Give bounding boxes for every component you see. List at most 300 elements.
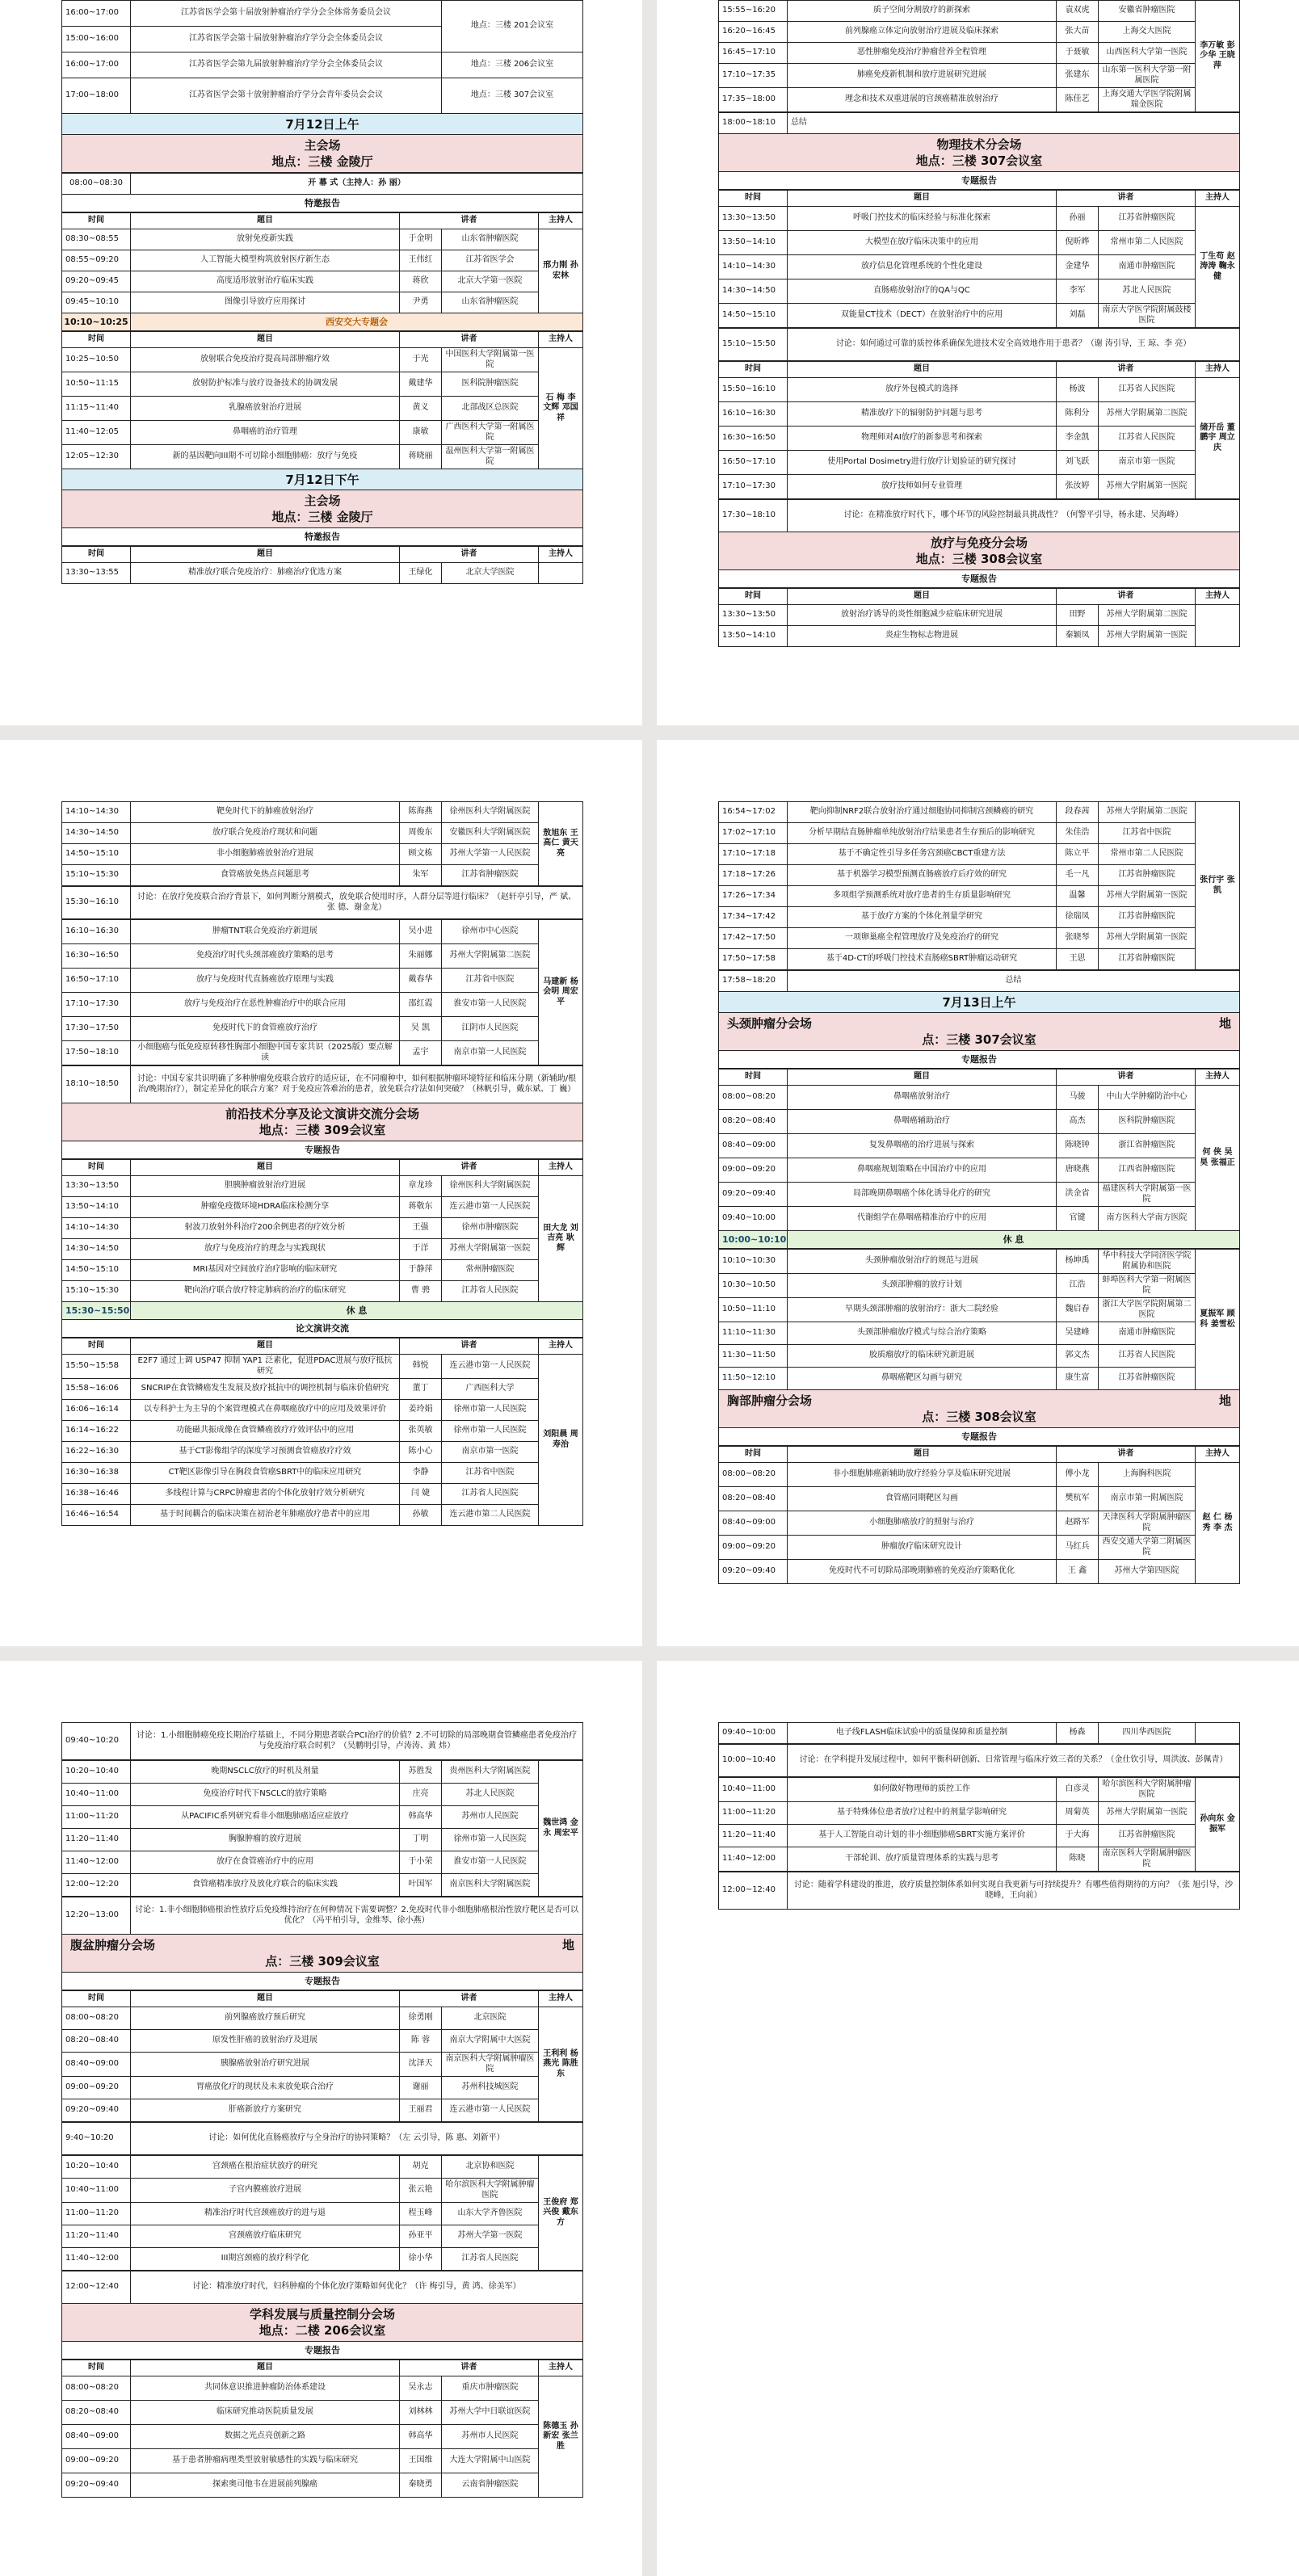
talk-time: 09:20~09:45 [62,271,131,292]
table-row [62,2179,583,2203]
talk-speaker: 唐晓燕 [1057,1158,1099,1183]
talk-speaker: 吴建峰 [1057,1322,1099,1345]
table-row [62,823,583,844]
header-speaker: 讲者 [400,2360,539,2376]
talk-unit: 苏州大学附属第一医院 [1099,1802,1196,1825]
talk-time: 15:10~15:30 [62,1281,131,1302]
talk-title: 前列腺癌放疗预后研究 [131,2007,400,2030]
talk-title: 精准放疗联合免疫治疗：肺癌治疗优选方案 [131,563,400,584]
talk-title: 免疫时代不可切除局部晚期肺癌的免疫治疗策略优化 [788,1560,1057,1584]
venue-header: 胸部肿瘤分会场 地 点：三楼 308会议室 [718,1390,1240,1428]
talk-title: 功能磁共振成像在食管鳞癌放疗疗效评估中的应用 [131,1421,400,1442]
table-row [62,372,583,397]
talk-title: 子宫内膜癌放疗进展 [131,2179,400,2203]
header-time: 时间 [719,1069,788,1086]
talk-time: 16:14~16:22 [62,1421,131,1442]
talk-speaker: 叶国军 [400,1874,442,1897]
header-host: 主持人 [539,332,583,348]
table-row [719,207,1240,231]
talk-speaker: 周俊东 [400,823,442,844]
meeting-venue: 地点：三楼 307会议室 [442,78,583,114]
table-row [62,2099,583,2122]
header-speaker: 讲者 [400,332,539,348]
talk-unit: 淮安市第一人民医院 [442,1851,539,1874]
talk-title: 放疗与免疫治疗的理念与实践现状 [131,1239,400,1260]
talk-speaker: 樊杭军 [1057,1487,1099,1511]
header-time: 时间 [62,332,131,348]
talk-unit: 广西医科大学第一附属医院 [442,421,539,445]
talk-time: 13:30~13:50 [62,1176,131,1197]
venue-header: 主会场 地点：三楼 金陵厅 [61,490,583,528]
talk-time: 08:00~08:20 [62,2007,131,2030]
talk-unit: 江苏省肿瘤医院 [1099,865,1196,886]
talk-unit: 南京市第一医院 [442,1442,539,1463]
talk-unit: 山东大学齐鲁医院 [442,2203,539,2225]
talk-unit: 哈尔滨医科大学附属肿瘤医院 [442,2179,539,2203]
talk-title: 肿瘤TNT联合免疫治疗新进展 [131,920,400,944]
host-cell: 陈德玉 孙新宏 张兰胜 [539,2376,583,2498]
talk-title: 新的基因靶向III期不可切除小细胞肺癌：放疗与免疫 [131,445,400,469]
talk-speaker: 魏启春 [1057,1298,1099,1322]
talk-title: 电子线FLASH临床试验中的质量保障和质量控制 [788,1723,1057,1744]
talk-time: 09:00~09:20 [62,2449,131,2473]
talk-speaker: 蒋敬东 [400,1197,442,1218]
talk-time: 15:10~15:30 [62,865,131,886]
discussion-row: 12:00~12:40 讨论：随着学科建设的推进，放疗质量控制体系如何实现自我更新与可持续提升？有哪些值得期待的方向？（张 旭引导，沙晓峰，王向前） [718,1872,1240,1910]
talk-speaker: 于大海 [1057,1825,1099,1847]
talk-title: 多线程计算与CRPC肿瘤患者的个体化放射疗效分析研究 [131,1484,400,1505]
talk-speaker: 秦颖凤 [1057,626,1099,647]
talk-speaker: 徐瑞凤 [1057,907,1099,928]
talk-time: 17:10~17:35 [719,64,788,88]
table-row [719,1536,1240,1560]
table-header [62,1338,583,1355]
table-row [62,969,583,993]
table-row [62,1829,583,1851]
page-4 [657,740,1299,1646]
talk-speaker: 杨波 [1057,378,1099,402]
talk-unit: 南京市第一附属医院 [1099,1487,1196,1511]
table-row [62,2203,583,2225]
talk-title: 放射联合免疫治疗提高局部肿瘤疗效 [131,348,400,372]
table-header [719,1447,1240,1463]
talk-title: 放疗联合免疫治疗现状和问题 [131,823,400,844]
talk-unit: 徐州市第一人民医院 [442,1421,539,1442]
table-row [719,475,1240,499]
talk-title: 食管癌同期靶区勾画 [788,1487,1057,1511]
talk-table [718,1777,1240,1872]
talk-time: 09:00~09:20 [62,2077,131,2099]
talk-title: 放疗在食管癌治疗中的应用 [131,1851,400,1874]
talk-title: 基于放疗方案的个体化剂量学研究 [788,907,1057,928]
talk-table [718,801,1240,970]
table-row [719,43,1240,64]
host-cell: 丁生苟 赵涛涛 鞠永健 [1196,207,1240,328]
host-cell: 夏振军 顾 科 姜雪松 [1196,1250,1240,1390]
header-host: 主持人 [539,1991,583,2007]
talk-table [718,1069,1240,1231]
talk-title: 头颈肿瘤放射治疗的规范与进展 [788,1250,1057,1274]
talk-time: 15:50~16:10 [719,378,788,402]
table-row [62,865,583,886]
header-host: 主持人 [1196,1069,1240,1086]
table-row [719,1802,1240,1825]
talk-title: 前列腺癌立体定向放射治疗进展及临床探索 [788,22,1057,43]
table-row [62,1463,583,1484]
talk-time: 08:20~08:40 [719,1487,788,1511]
talk-unit: 南京大学医学院附属鼓楼医院 [1099,304,1196,328]
talk-time: 17:10~17:30 [719,475,788,499]
talk-title: 乳腺癌放射治疗进展 [131,397,400,421]
talk-time: 08:00~08:20 [62,2376,131,2401]
talk-unit: 南京医科大学附属肿瘤医院 [1099,1847,1196,1872]
talk-title: 靶向抑制NRF2联合放射治疗通过细胞协同抑制宫颈鳞癌的研究 [788,802,1057,823]
table-row [719,1511,1240,1536]
talk-speaker: 孟宇 [400,1041,442,1065]
table-row [719,1110,1240,1134]
talk-time: 16:30~16:50 [719,427,788,451]
talk-speaker: 曹 骋 [400,1281,442,1302]
summary-row: 18:00~18:10 总结 [718,112,1240,134]
talk-title: 放疗技师如何专业管理 [788,475,1057,499]
talk-unit: 苏州大学附属第一医院 [1099,475,1196,499]
header-speaker: 讲者 [400,1338,539,1355]
talk-unit: 苏州大学附属第一医院 [1099,886,1196,907]
header-title: 题目 [788,1069,1057,1086]
talk-title: 基于特殊体位患者放疗过程中的剂量学影响研究 [788,1802,1057,1825]
talk-unit: 江苏省中医院 [1099,823,1196,844]
venue-header: 头颈肿瘤分会场 地 点：三楼 307会议室 [718,1013,1240,1051]
talk-unit: 北京医院 [442,2007,539,2030]
talk-time: 16:38~16:46 [62,1484,131,1505]
header-speaker: 讲者 [1057,589,1196,605]
talk-time: 09:20~09:40 [62,2473,131,2498]
talk-title: 精准治疗时代宫颈癌放疗的进与退 [131,2203,400,2225]
talk-unit: 温州医科大学第一附属医院 [442,445,539,469]
talk-time: 16:45~17:10 [719,43,788,64]
talk-unit: 江苏省人民医院 [1099,378,1196,402]
table-row [62,2376,583,2401]
talk-unit: 南通市肿瘤医院 [1099,1322,1196,1345]
talk-speaker: 陈佳艺 [1057,88,1099,112]
talk-time: 09:20~09:40 [719,1183,788,1207]
talk-table [61,331,583,469]
talk-unit: 四川华西医院 [1099,1723,1196,1744]
section-special: 专题报告 [61,1141,583,1159]
talk-title: 肺癌免疫新机制和放疗进展研究进展 [788,64,1057,88]
page-1 [0,0,642,725]
host-cell: 赵 仁 杨 秀 李 杰 [1196,1463,1240,1584]
talk-time: 17:02~17:10 [719,823,788,844]
talk-time: 11:00~11:20 [719,1802,788,1825]
table-row [719,907,1240,928]
talk-unit: 医科院肿瘤医院 [442,372,539,397]
talk-speaker: 陈小心 [400,1442,442,1463]
venue-header: 前沿技术分享及论文演讲交流分会场 地点：三楼 309会议室 [61,1103,583,1141]
talk-unit: 徐州市肿瘤医院 [442,1218,539,1239]
talk-speaker: 于静萍 [400,1260,442,1281]
header-speaker: 讲者 [1057,191,1196,207]
header-host: 主持人 [1196,191,1240,207]
talk-title: 放射免疫新实践 [131,229,400,250]
header-speaker: 讲者 [400,1991,539,2007]
header-time: 时间 [62,547,131,563]
talk-unit: 北部战区总医院 [442,397,539,421]
talk-title: 肿瘤免疫微环境HDRA临床检测分享 [131,1197,400,1218]
talk-speaker: 黄义 [400,397,442,421]
talk-speaker: 徐小华 [400,2248,442,2271]
talk-title: 炎症生物标志物进展 [788,626,1057,647]
talk-title: 胰腺癌放射治疗研究进展 [131,2053,400,2077]
talk-title: 如何做好物理师的质控工作 [788,1778,1057,1802]
talk-speaker: 马红兵 [1057,1536,1099,1560]
talk-time: 16:10~16:30 [62,920,131,944]
meeting-venue: 地点：三楼 201会议室 [442,1,583,53]
table-row [719,1183,1240,1207]
venue-header: 放疗与免疫分会场 地点：三楼 308会议室 [718,532,1240,570]
table-row [62,2077,583,2099]
talk-unit: 西安交通大学第二附属医院 [1099,1536,1196,1560]
talk-time: 17:34~17:42 [719,907,788,928]
table-row [62,2401,583,2425]
opening-row: 08:00~08:30 开 幕 式（主持人：孙 丽） [61,173,583,195]
table-row [62,844,583,865]
page-5 [0,1661,642,2576]
talk-unit: 山东省肿瘤医院 [442,292,539,313]
table-row [719,1207,1240,1231]
talk-table [61,1760,583,1897]
table-row [719,378,1240,402]
table-row [719,231,1240,255]
talk-time: 11:20~11:40 [62,1829,131,1851]
meeting-time: 16:00~17:00 [62,1,131,27]
talk-speaker: 杨坤禹 [1057,1250,1099,1274]
section-special: 专题报告 [61,1973,583,1990]
talk-unit: 南京医科大学附属医院 [442,1874,539,1897]
talk-speaker: 徐勇刚 [400,2007,442,2030]
talk-speaker: 陈海燕 [400,802,442,823]
table-row [62,1260,583,1281]
talk-unit: 上海胸科医院 [1099,1463,1196,1487]
host-cell [1196,1723,1240,1744]
page-3 [0,740,642,1646]
table-row [62,2030,583,2053]
talk-unit: 江苏省人民医院 [1099,1345,1196,1368]
talk-title: 肝癌新放疗方案研究 [131,2099,400,2122]
discussion-row: 15:10~15:50 讨论：如何通过可靠的质控体系确保先进技术安全高效地作用于患者？（谢 涛引导，王 琼、李 亮） [718,328,1240,361]
talk-title: 胸腺肿瘤的放疗进展 [131,1829,400,1851]
table-row [62,1400,583,1421]
talk-speaker: 袁双虎 [1057,1,1099,22]
talk-time: 12:05~12:30 [62,445,131,469]
talk-title: 代谢组学在鼻咽癌精准治疗中的应用 [788,1207,1057,1231]
talk-table [718,361,1240,499]
table-row [719,928,1240,949]
header-host: 主持人 [1196,362,1240,378]
talk-speaker: 王强 [400,1218,442,1239]
header-time: 时间 [719,589,788,605]
venue-header: 主会场 地点：三楼 金陵厅 [61,135,583,173]
talk-time: 11:20~11:40 [719,1825,788,1847]
talk-time: 09:45~10:10 [62,292,131,313]
talk-time: 10:30~10:50 [719,1274,788,1298]
header-title: 题目 [131,2360,400,2376]
table-row [719,1250,1240,1274]
table-row [719,64,1240,88]
talk-time: 10:20~10:40 [62,2156,131,2179]
table-row [719,1368,1240,1390]
table-row [62,802,583,823]
talk-unit: 苏州大学附属第二医院 [1099,402,1196,427]
talk-unit: 天津医科大学附属肿瘤医院 [1099,1511,1196,1536]
talk-speaker: 于洋 [400,1239,442,1260]
table-row [62,397,583,421]
talk-unit: 重庆市肿瘤医院 [442,2376,539,2401]
table-row [719,802,1240,823]
break-row: 10:00~10:10 休 息 [718,1231,1240,1249]
talk-time: 14:50~15:10 [719,304,788,328]
talk-unit: 江苏省肿瘤医院 [1099,1368,1196,1390]
talk-time: 13:30~13:55 [62,563,131,584]
talk-speaker: 庄亮 [400,1784,442,1806]
talk-time: 13:50~14:10 [719,626,788,647]
host-cell: 王利利 杨燕光 陈胜东 [539,2007,583,2122]
talk-speaker: 段春茜 [1057,802,1099,823]
talk-title: 基于不确定性引导多任务宫颈癌CBCT重建方法 [788,844,1057,865]
talk-unit: 苏州大学第一医院 [442,2225,539,2248]
talk-speaker: 陈晓钟 [1057,1134,1099,1158]
talk-speaker: 戴春华 [400,969,442,993]
talk-unit: 南京大学附属中大医院 [442,2030,539,2053]
table-row [719,22,1240,43]
section-special: 专题报告 [61,2342,583,2360]
talk-speaker: 温馨 [1057,886,1099,907]
meeting-title: 江苏省医学会第十届放射肿瘤治疗学分会全体委员会议 [131,27,442,53]
talk-title: 共同体意识推进肿瘤防治体系建设 [131,2376,400,2401]
talk-unit: 常州肿瘤医院 [442,1260,539,1281]
talk-title: 人工智能大模型构筑放射医疗新生态 [131,250,400,271]
talk-unit: 南方医科大学南方医院 [1099,1207,1196,1231]
talk-speaker: 田野 [1057,605,1099,626]
talk-title: 免疫治疗时代下NSCLC的放疗策略 [131,1784,400,1806]
venue-header: 物理技术分会场 地点：三楼 307会议室 [718,134,1240,172]
talk-speaker: 朱丽娜 [400,944,442,969]
section-special: 特邀报告 [61,528,583,546]
talk-unit: 连云港市第一人民医院 [442,1355,539,1379]
talk-time: 14:10~14:30 [62,802,131,823]
talk-unit: 安徽省肿瘤医院 [1099,1,1196,22]
talk-time: 16:54~17:02 [719,802,788,823]
talk-time: 16:30~16:38 [62,1463,131,1484]
talk-time: 17:50~17:58 [719,949,788,970]
talk-time: 10:10~10:30 [719,1250,788,1274]
talk-unit: 苏州大学中日联谊医院 [442,2401,539,2425]
talk-title: 鼻咽癌的治疗管理 [131,421,400,445]
talk-time: 10:40~11:00 [62,2179,131,2203]
talk-title: 基于时间耦合的临床决策在初治老年肺癌放疗患者中的应用 [131,1505,400,1526]
table-header [62,1160,583,1176]
table-row [62,348,583,372]
talk-time: 14:30~14:50 [719,279,788,304]
table-row [719,451,1240,475]
talk-speaker: 于小荣 [400,1851,442,1874]
talk-speaker: 金建华 [1057,255,1099,279]
host-cell: 马建新 杨会明 周宏平 [539,920,583,1065]
table-row [719,1778,1240,1802]
talk-unit: 山东第一医科大学第一附属医院 [1099,64,1196,88]
talk-unit: 苏州市人民医院 [442,2425,539,2449]
table-row [719,1298,1240,1322]
talk-speaker: 丁明 [400,1829,442,1851]
talk-speaker: 傅小龙 [1057,1463,1099,1487]
talk-time: 11:20~11:40 [62,2225,131,2248]
talk-title: 临床研究推动医院质量发展 [131,2401,400,2425]
talk-title: 免疫时代下的食管癌放疗治疗 [131,1017,400,1041]
talk-unit: 蚌埠医科大学第一附属医院 [1099,1274,1196,1298]
talk-title: 理念和技术双重进展的宫颈癌精准放射治疗 [788,88,1057,112]
talk-speaker: 江浩 [1057,1274,1099,1298]
summary-row: 17:58~18:20 总结 [718,970,1240,992]
talk-speaker: 姜玲娟 [400,1400,442,1421]
talk-unit: 常州市第二人民医院 [1099,231,1196,255]
talk-speaker: 于金明 [400,229,442,250]
talk-title: 高度适形放射治疗临床实践 [131,271,400,292]
talk-speaker: 于聂敏 [1057,43,1099,64]
talk-title: MRI基因对空间放疗治疗影响的临床研究 [131,1260,400,1281]
talk-title: 宫颈癌放疗临床研究 [131,2225,400,2248]
host-cell: 王俊府 郑兴俊 戴东方 [539,2156,583,2271]
talk-unit: 北京协和医院 [442,2156,539,2179]
table-row [62,563,583,584]
table-row [62,2225,583,2248]
header-title: 题目 [788,362,1057,378]
section-special: 专题报告 [718,570,1240,588]
talk-title: 精准放疗下的辐射防护问题与思考 [788,402,1057,427]
talk-title: 基于CT影像组学的深度学习预测食管癌放疗疗效 [131,1442,400,1463]
talk-unit: 中国医科大学附属第一医院 [442,348,539,372]
talk-time: 08:40~09:00 [719,1134,788,1158]
talk-title: 一项卵巢癌全程管理放疗及免疫治疗的研究 [788,928,1057,949]
table-row [62,1017,583,1041]
talk-unit: 徐州医科大学附属医院 [442,802,539,823]
talk-title: E2F7 通过上调 USP47 抑制 YAP1 泛素化，促进PDAC进展与放疗抵抗研究 [131,1355,400,1379]
host-cell: 张行宇 张 凯 [1196,802,1240,970]
talk-speaker: 白彦灵 [1057,1778,1099,1802]
talk-time: 08:20~08:40 [62,2401,131,2425]
talk-title: 从PACIFIC系列研究看非小细胞肺癌适应症放疗 [131,1806,400,1829]
section-papers: 论文演讲交流 [61,1320,583,1338]
talk-speaker: 高杰 [1057,1110,1099,1134]
host-cell [1196,605,1240,647]
talk-speaker: 吴 凯 [400,1017,442,1041]
talk-speaker: 李军 [1057,279,1099,304]
talk-title: 放疗与免疫时代直肠癌放疗原理与实践 [131,969,400,993]
table-row [62,1281,583,1302]
talk-title: III期宫颈癌的放疗科学化 [131,2248,400,2271]
table-row [62,2425,583,2449]
talk-title: 射波刀放射外科治疗200余例患者的疗效分析 [131,1218,400,1239]
talk-time: 09:20~09:40 [719,1560,788,1584]
talk-speaker: 官键 [1057,1207,1099,1231]
talk-title: 复发鼻咽癌的治疗进展与探索 [788,1134,1057,1158]
talk-title: 非小细胞肺癌新辅助放疗经验分享及临床研究进展 [788,1463,1057,1487]
talk-unit: 江苏省人民医院 [442,1281,539,1302]
talk-speaker: 毛一凡 [1057,865,1099,886]
talk-table [718,190,1240,328]
section-special: 特邀报告 [61,195,583,212]
talk-table [718,588,1240,647]
header-title: 题目 [788,589,1057,605]
